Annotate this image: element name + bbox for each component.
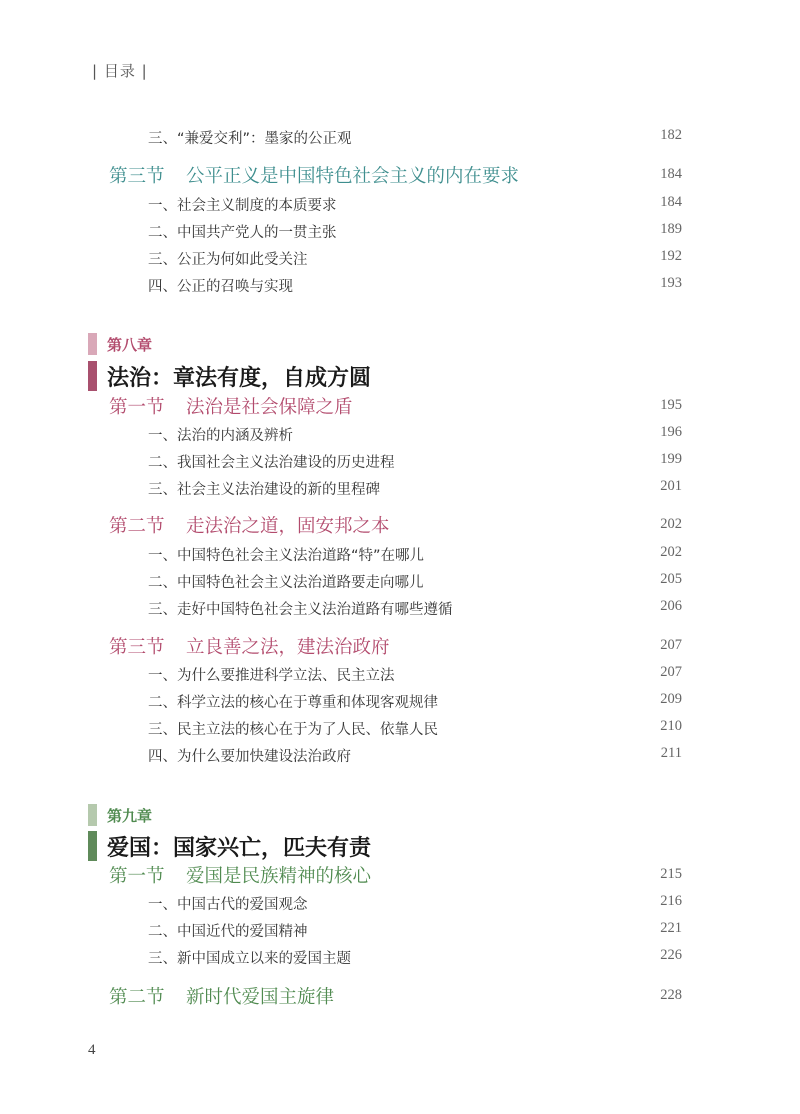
toc-entry-page: 184 [660,194,682,210]
section-number: 第三节 [109,166,165,187]
toc-entry-page: 196 [660,424,682,440]
toc-entry[interactable] [0,716,800,742]
chapter-title[interactable]: 法治：章法有度，自成方圆 [107,365,372,391]
chapter-marker-dark [88,361,97,391]
toc-entry-page: 209 [660,691,682,707]
toc-entry-label: 三、社会主义法治建设的新的里程碑 [148,482,380,498]
toc-entry[interactable] [0,918,800,944]
toc-entry-page: 199 [660,451,682,467]
toc-entry[interactable] [0,476,800,502]
toc-entry-page: 216 [660,893,682,909]
toc-entry-label: 三、公正为何如此受关注 [148,252,308,268]
section-title: 公平正义是中国特色社会主义的内在要求 [186,166,520,187]
chapter-marker-light [88,333,97,355]
section-number: 第二节 [109,516,165,537]
toc-entry-label: 二、中国近代的爱国精神 [148,924,308,940]
toc-entry[interactable] [0,273,800,299]
section-heading[interactable] [0,634,800,660]
chapter-marker-light [88,804,97,826]
toc-entry[interactable] [0,689,800,715]
section-title: 立良善之法，建法治政府 [186,637,390,658]
section-page: 202 [660,516,682,532]
section-title: 新时代爱国主旋律 [186,987,335,1008]
toc-entry-label: 二、科学立法的核心在于尊重和体现客观规律 [148,695,438,711]
section-number: 第三节 [109,637,165,658]
section-number: 第一节 [109,397,165,418]
toc-entry[interactable] [0,219,800,245]
toc-entry[interactable] [0,945,800,971]
toc-entry-label: 一、中国古代的爱国观念 [148,897,308,913]
section-heading[interactable] [0,394,800,420]
chapter-label: 第九章 [107,807,153,825]
section-heading[interactable] [0,984,800,1010]
toc-entry-label: 二、中国共产党人的一贯主张 [148,225,337,241]
toc-entry-label: 三、“兼爱交利”：墨家的公正观 [148,131,352,147]
toc-entry[interactable] [0,542,800,568]
section-title: 法治是社会保障之盾 [186,397,353,418]
toc-entry-page: 201 [660,478,682,494]
section-heading[interactable] [0,513,800,539]
section-number: 第二节 [109,987,165,1008]
toc-entry[interactable] [0,596,800,622]
toc-entry-page: 205 [660,571,682,587]
toc-entry-page: 202 [660,544,682,560]
toc-entry[interactable] [0,569,800,595]
toc-entry-label: 三、新中国成立以来的爱国主题 [148,951,351,967]
toc-entry-page: 210 [660,718,682,734]
toc-entry-label: 二、我国社会主义法治建设的历史进程 [148,455,395,471]
section-page: 228 [660,987,682,1003]
toc-entry-page: 211 [660,745,682,761]
toc-entry-label: 四、为什么要加快建设法治政府 [148,749,351,765]
toc-entry-page: 192 [660,248,682,264]
toc-entry-page: 207 [660,664,682,680]
chapter-label: 第八章 [107,336,153,354]
toc-entry-label: 三、走好中国特色社会主义法治道路有哪些遵循 [148,602,453,618]
toc-entry-page: 189 [660,221,682,237]
section-heading[interactable] [0,863,800,889]
toc-entry-page: 182 [660,127,682,143]
section-page: 215 [660,866,682,882]
toc-entry[interactable] [0,422,800,448]
toc-entry[interactable] [0,449,800,475]
toc-entry-label: 一、中国特色社会主义法治道路“特”在哪儿 [148,548,425,564]
toc-entry[interactable] [0,743,800,769]
toc-entry-page: 221 [660,920,682,936]
section-page: 207 [660,637,682,653]
toc-entry[interactable] [0,891,800,917]
toc-entry-label: 一、为什么要推进科学立法、民主立法 [148,668,395,684]
toc-entry-label: 一、社会主义制度的本质要求 [148,198,337,214]
section-heading[interactable] [0,163,800,189]
section-page: 195 [660,397,682,413]
toc-entry-page: 193 [660,275,682,291]
section-number: 第一节 [109,866,165,887]
toc-entry-label: 一、法治的内涵及辨析 [148,428,293,444]
toc-entry[interactable] [0,246,800,272]
toc-entry-label: 二、中国特色社会主义法治道路要走向哪儿 [148,575,424,591]
toc-entry-page: 206 [660,598,682,614]
toc-entry[interactable] [0,125,800,151]
toc-entry[interactable] [0,662,800,688]
toc-entry[interactable] [0,192,800,218]
running-header: | 目录 | [92,62,148,80]
page-number: 4 [88,1042,96,1058]
toc-entry-label: 三、民主立法的核心在于为了人民、依靠人民 [148,722,438,738]
toc-entry-label: 四、公正的召唤与实现 [148,279,293,295]
section-title: 爱国是民族精神的核心 [186,866,372,887]
section-page: 184 [660,166,682,182]
chapter-marker-dark [88,831,97,861]
toc-entry-page: 226 [660,947,682,963]
chapter-title[interactable]: 爱国：国家兴亡，匹夫有责 [107,835,372,861]
section-title: 走法治之道，固安邦之本 [186,516,390,537]
